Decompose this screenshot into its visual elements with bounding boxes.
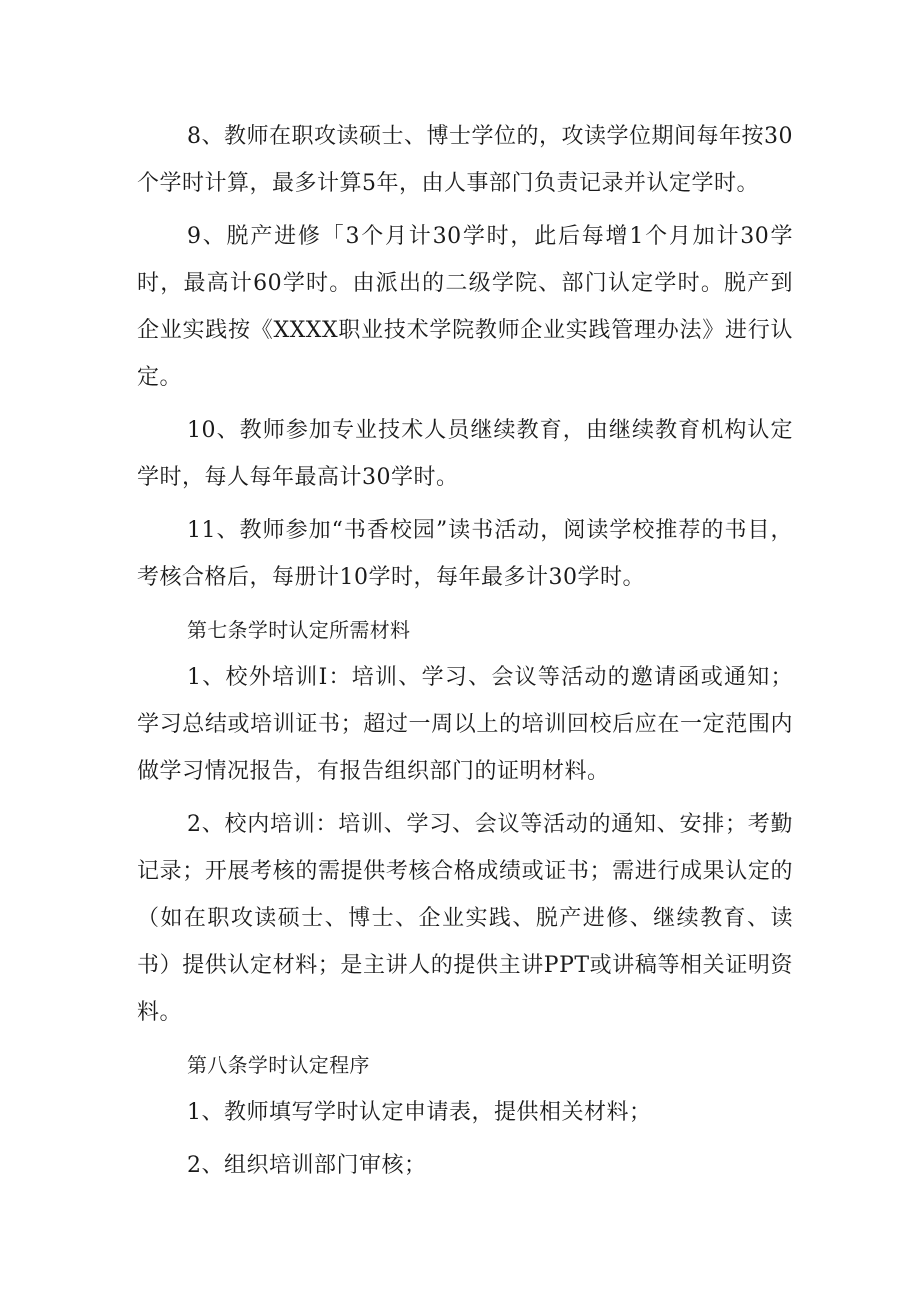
article-7-item-1: 1、校外培训I：培训、学习、会议等活动的邀请函或通知；学习总结或培训证书；超过一周以上的培训回校后应在一定范围内做学习情况报告，有报告组织部门的证明材料。	[137, 665, 793, 784]
article-8-item-2: 2、组织培训部门审核；	[187, 1153, 427, 1178]
paragraph-item-9: 9、脱产进修「3个月计30学时，此后每增1个月加计30学时，最高计60学时。由派出的二级学院、部门认定学时。脱产到企业实践按《XXXX职业技术学院教师企业实践管理办法》进行认定。	[137, 224, 793, 390]
article-8-heading: 第八条学时认定程序	[187, 1053, 370, 1077]
document-body	[137, 113, 793, 1189]
paragraph-item-11: 11、教师参加“书香校园”读书活动，阅读学校推荐的书目，考核合格后，每册计10学时，每年最多计30学时。	[137, 518, 793, 590]
paragraph-item-10: 10、教师参加专业技术人员继续教育，由继续教育机构认定学时，每人每年最高计30学时。	[137, 418, 793, 490]
article-7-item-2: 2、校内培训：培训、学习、会议等活动的通知、安排；考勤记录；开展考核的需提供考核合格成绩或证书；需进行成果认定的（如在职攻读硕士、博士、企业实践、脱产进修、继续教育、读书）提供认定材料；是主讲人的提供主讲PPT或讲稿等相关证明资料。	[137, 812, 793, 1025]
article-7-heading: 第七条学时认定所需材料	[187, 618, 411, 642]
article-8-item-1: 1、教师填写学时认定申请表，提供相关材料；	[187, 1100, 652, 1125]
paragraph-item-8: 8、教师在职攻读硕士、博士学位的，攻读学位期间每年按30个学时计算，最多计算5年，由人事部门负责记录并认定学时。	[137, 124, 793, 196]
